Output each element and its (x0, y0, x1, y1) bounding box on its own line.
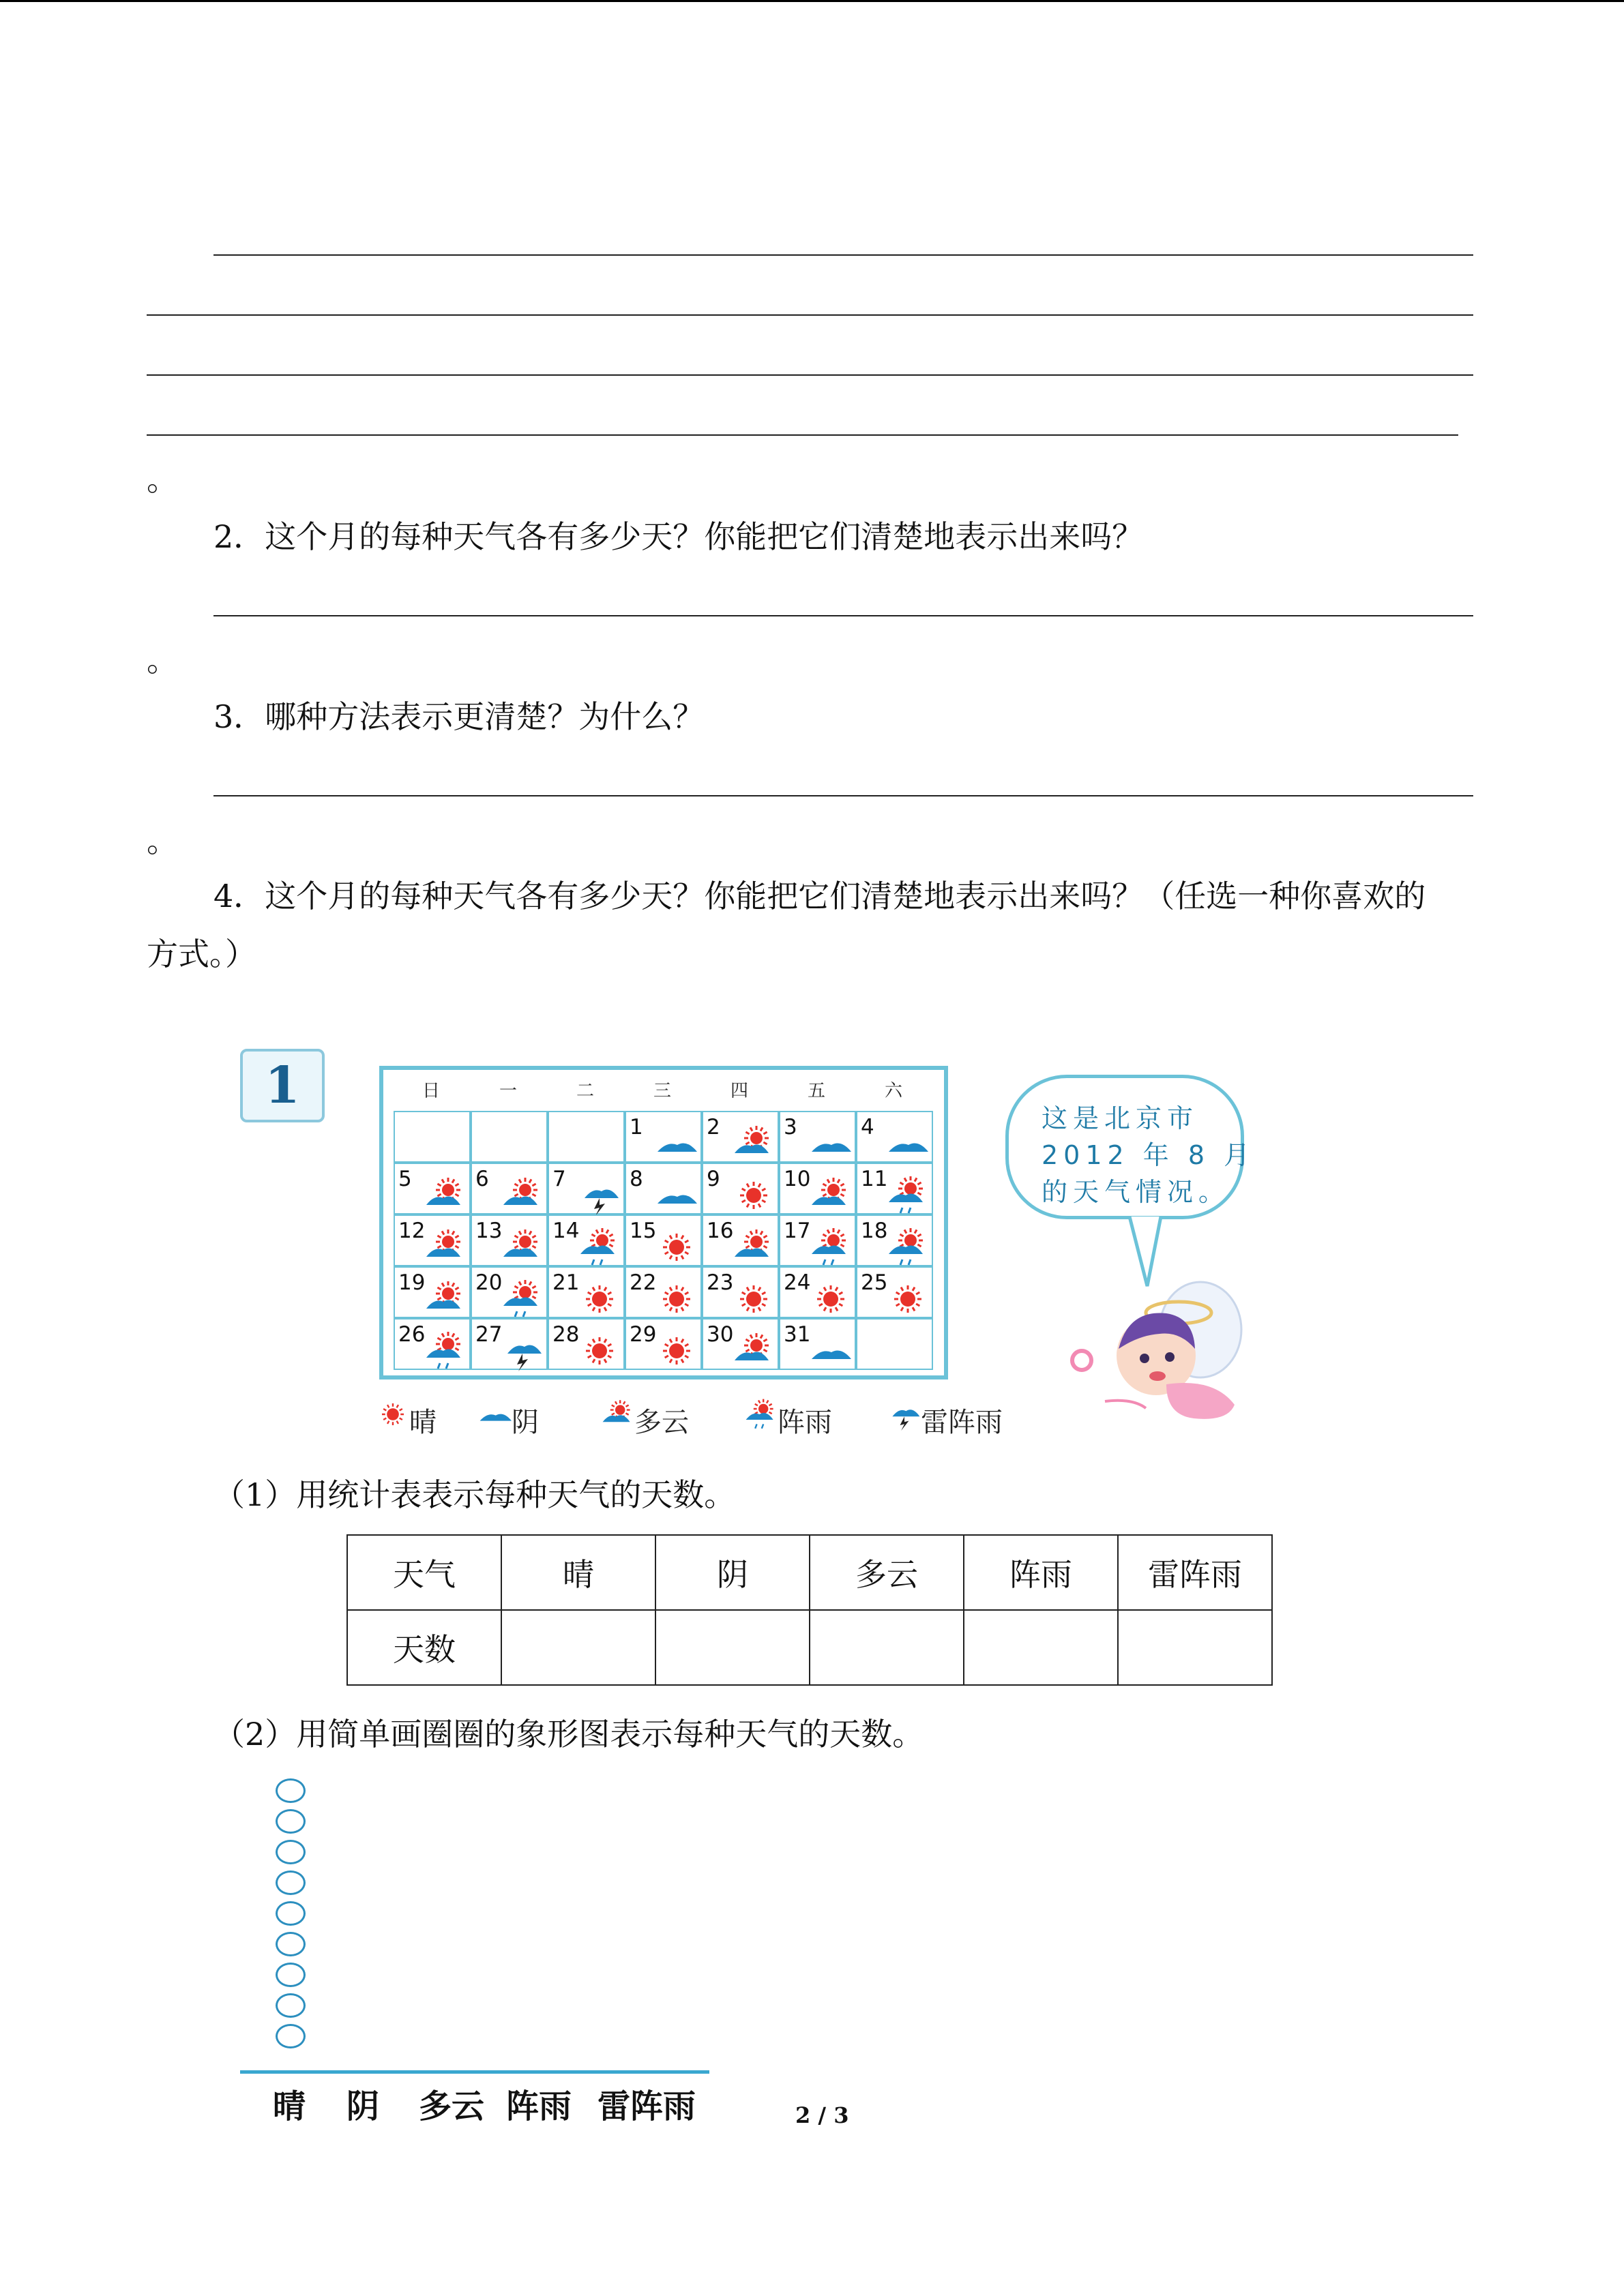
sunny-icon (579, 1279, 623, 1321)
weekday-label: 四 (730, 1081, 748, 1101)
axis-label: 雷阵雨 (597, 2087, 696, 2126)
table-cell: 雷阵雨 (1118, 1535, 1272, 1610)
calendar-day-cell (702, 1318, 779, 1370)
pictograph-circle (276, 1840, 306, 1864)
calendar-day-cell (779, 1214, 856, 1266)
answer-line[interactable] (147, 374, 1473, 376)
overcast-icon (656, 1175, 700, 1217)
answer-cell[interactable] (655, 1610, 810, 1685)
partly-cloudy-icon (810, 1175, 854, 1217)
calendar-day-cell (548, 1111, 625, 1163)
question-4-line1: 4．这个月的每种天气各有多少天？你能把它们清楚地表示出来吗？（任选一种你喜欢的 (213, 878, 1426, 914)
table-cell: 阴 (655, 1535, 810, 1610)
pictograph-circle (276, 1901, 306, 1926)
calendar-day-cell (548, 1163, 625, 1214)
table-row (347, 1535, 1272, 1610)
calendar-day-cell (856, 1111, 933, 1163)
pictograph-circle (276, 1932, 306, 1956)
calendar-day-cell (471, 1111, 548, 1163)
table-cell: 多云 (810, 1535, 964, 1610)
weather-calendar (379, 1066, 948, 1380)
axis-label: 阴 (346, 2087, 380, 2126)
end-mark: 。 (147, 822, 178, 859)
day-number: 14 (552, 1219, 580, 1243)
partly-cloudy-icon (502, 1175, 546, 1217)
day-number: 28 (552, 1322, 580, 1347)
question-4-line2: 方式。） (147, 936, 256, 972)
partly-cloudy-icon (425, 1279, 469, 1321)
day-number: 30 (707, 1322, 734, 1347)
exercise-badge (240, 1049, 325, 1122)
axis-label: 多云 (419, 2087, 485, 2126)
sunny-icon (733, 1279, 777, 1321)
weekday-label: 三 (653, 1081, 671, 1101)
angel-illustration (1064, 1268, 1269, 1439)
day-number: 18 (861, 1219, 888, 1243)
answer-line[interactable] (213, 615, 1473, 616)
day-number: 4 (861, 1115, 874, 1139)
overcast-icon (810, 1123, 854, 1165)
partly-cloudy-icon (733, 1227, 777, 1269)
legend-label: 雷阵雨 (921, 1407, 1003, 1438)
weather-count-table (346, 1534, 1273, 1686)
sunny-icon (656, 1227, 700, 1269)
shower-icon (502, 1279, 546, 1321)
part-2-instruction: （2）用简单画圈圈的象形图表示每种天气的天数。 (213, 1716, 924, 1753)
day-number: 12 (398, 1219, 426, 1243)
day-number: 2 (707, 1115, 720, 1139)
pictograph-circle (276, 2024, 306, 2048)
day-number: 11 (861, 1167, 888, 1191)
day-number: 20 (475, 1270, 503, 1295)
part-1-instruction: （1）用统计表表示每种天气的天数。 (213, 1476, 736, 1513)
day-number: 17 (784, 1219, 811, 1243)
day-number: 22 (630, 1270, 657, 1295)
shower-icon (579, 1227, 623, 1269)
answer-line[interactable] (213, 254, 1473, 256)
calendar-day-cell (394, 1318, 471, 1370)
day-number: 15 (630, 1219, 657, 1243)
legend-label: 多云 (634, 1407, 689, 1438)
day-number: 21 (552, 1270, 580, 1295)
legend-label: 阴 (512, 1407, 539, 1438)
calendar-day-cell (394, 1163, 471, 1214)
calendar-day-cell (394, 1111, 471, 1163)
pictograph-circle (276, 1778, 306, 1803)
calendar-day-cell (625, 1266, 702, 1318)
bubble-line-3: 的天气情况。 (1042, 1177, 1230, 1207)
day-number: 13 (475, 1219, 503, 1243)
calendar-grid (394, 1111, 934, 1370)
weekday-label: 一 (499, 1081, 517, 1101)
calendar-day-cell (625, 1163, 702, 1214)
shower-icon (810, 1227, 854, 1269)
sunny-icon (656, 1330, 700, 1373)
day-number: 9 (707, 1167, 720, 1191)
partly-cloudy-icon (602, 1398, 636, 1432)
pictograph-circle (276, 1870, 306, 1895)
answer-line[interactable] (213, 795, 1473, 796)
answer-line[interactable] (147, 434, 1458, 436)
page-number: 2 / 3 (795, 2102, 849, 2128)
day-number: 19 (398, 1270, 426, 1295)
overcast-icon (810, 1330, 854, 1373)
day-number: 6 (475, 1167, 489, 1191)
pictograph-circle (276, 1809, 306, 1834)
legend-label: 阵雨 (778, 1407, 832, 1438)
calendar-day-cell (394, 1266, 471, 1318)
shower-icon (425, 1330, 469, 1373)
axis-label: 晴 (273, 2087, 306, 2126)
partly-cloudy-icon (733, 1330, 777, 1373)
calendar-day-cell (548, 1214, 625, 1266)
calendar-day-cell (856, 1163, 933, 1214)
sunny-icon (579, 1330, 623, 1373)
legend-label: 晴 (409, 1407, 437, 1438)
day-number: 10 (784, 1167, 811, 1191)
calendar-day-cell (702, 1214, 779, 1266)
calendar-day-cell (856, 1214, 933, 1266)
calendar-day-cell (702, 1266, 779, 1318)
sunny-icon (733, 1175, 777, 1217)
sunny-icon (810, 1279, 854, 1321)
thunderstorm-icon (502, 1330, 546, 1373)
day-number: 16 (707, 1219, 734, 1243)
table-cell: 天数 (347, 1610, 501, 1685)
answer-cell[interactable] (964, 1610, 1118, 1685)
day-number: 3 (784, 1115, 797, 1139)
bubble-line-1: 这是北京市 (1042, 1103, 1199, 1133)
partly-cloudy-icon (425, 1227, 469, 1269)
end-mark: 。 (147, 461, 178, 498)
day-number: 26 (398, 1322, 426, 1347)
weekday-label: 二 (576, 1081, 594, 1101)
day-number: 23 (707, 1270, 734, 1295)
calendar-day-cell (779, 1266, 856, 1318)
sunny-icon (887, 1279, 931, 1321)
end-mark: 。 (147, 642, 178, 679)
calendar-day-cell (856, 1266, 933, 1318)
day-number: 24 (784, 1270, 811, 1295)
partly-cloudy-icon (502, 1227, 546, 1269)
thunderstorm-icon (888, 1398, 923, 1432)
calendar-day-cell (394, 1214, 471, 1266)
pictograph-circle (276, 1993, 306, 2018)
calendar-day-cell (779, 1318, 856, 1370)
badge-number: 1 (265, 1056, 300, 1115)
question-3: 3．哪种方法表示更清楚？为什么？ (213, 698, 705, 735)
axis-label: 阵雨 (506, 2087, 572, 2126)
weather-legend (377, 1398, 1018, 1438)
calendar-day-cell (702, 1111, 779, 1163)
shower-icon (887, 1227, 931, 1269)
calendar-day-cell (625, 1111, 702, 1163)
calendar-day-cell (625, 1214, 702, 1266)
question-2: 2．这个月的每种天气各有多少天？你能把它们清楚地表示出来吗？ (213, 518, 1144, 555)
pictograph-circle-column (276, 1778, 310, 2055)
partly-cloudy-icon (425, 1175, 469, 1217)
calendar-day-cell (548, 1266, 625, 1318)
sunny-icon (656, 1279, 700, 1321)
day-number: 29 (630, 1322, 657, 1347)
weekday-label: 六 (884, 1081, 902, 1101)
shower-icon (745, 1398, 780, 1432)
partly-cloudy-icon (733, 1123, 777, 1165)
calendar-day-cell (471, 1266, 548, 1318)
bubble-line-2: 2012 年 8 月 (1042, 1140, 1256, 1170)
day-number: 31 (784, 1322, 811, 1347)
shower-icon (887, 1175, 931, 1217)
answer-cell[interactable] (501, 1610, 655, 1685)
answer-cell[interactable] (810, 1610, 964, 1685)
day-number: 25 (861, 1270, 888, 1295)
sunny-icon (377, 1398, 411, 1432)
pictograph-circle (276, 1963, 306, 1987)
table-cell: 天气 (347, 1535, 501, 1610)
calendar-weekday-header (383, 1070, 944, 1109)
table-row (347, 1610, 1272, 1685)
speech-bubble (1005, 1075, 1256, 1219)
overcast-icon (656, 1123, 700, 1165)
day-number: 27 (475, 1322, 503, 1347)
day-number: 7 (552, 1167, 566, 1191)
answer-cell[interactable] (1118, 1610, 1272, 1685)
answer-line[interactable] (147, 314, 1473, 316)
calendar-day-cell (856, 1318, 933, 1370)
page-top-border (0, 0, 1624, 2)
day-number: 8 (630, 1167, 643, 1191)
weekday-label: 日 (422, 1081, 440, 1101)
weekday-label: 五 (807, 1081, 825, 1101)
day-number: 5 (398, 1167, 412, 1191)
calendar-day-cell (625, 1318, 702, 1370)
thunderstorm-icon (579, 1175, 623, 1217)
calendar-day-cell (702, 1163, 779, 1214)
calendar-day-cell (779, 1163, 856, 1214)
calendar-day-cell (548, 1318, 625, 1370)
table-cell: 晴 (501, 1535, 655, 1610)
calendar-day-cell (471, 1163, 548, 1214)
calendar-day-cell (779, 1111, 856, 1163)
calendar-day-cell (471, 1214, 548, 1266)
overcast-icon (479, 1398, 514, 1432)
overcast-icon (887, 1123, 931, 1165)
pictograph-axis (240, 2070, 709, 2074)
calendar-day-cell (471, 1318, 548, 1370)
table-cell: 阵雨 (964, 1535, 1118, 1610)
day-number: 1 (630, 1115, 643, 1139)
